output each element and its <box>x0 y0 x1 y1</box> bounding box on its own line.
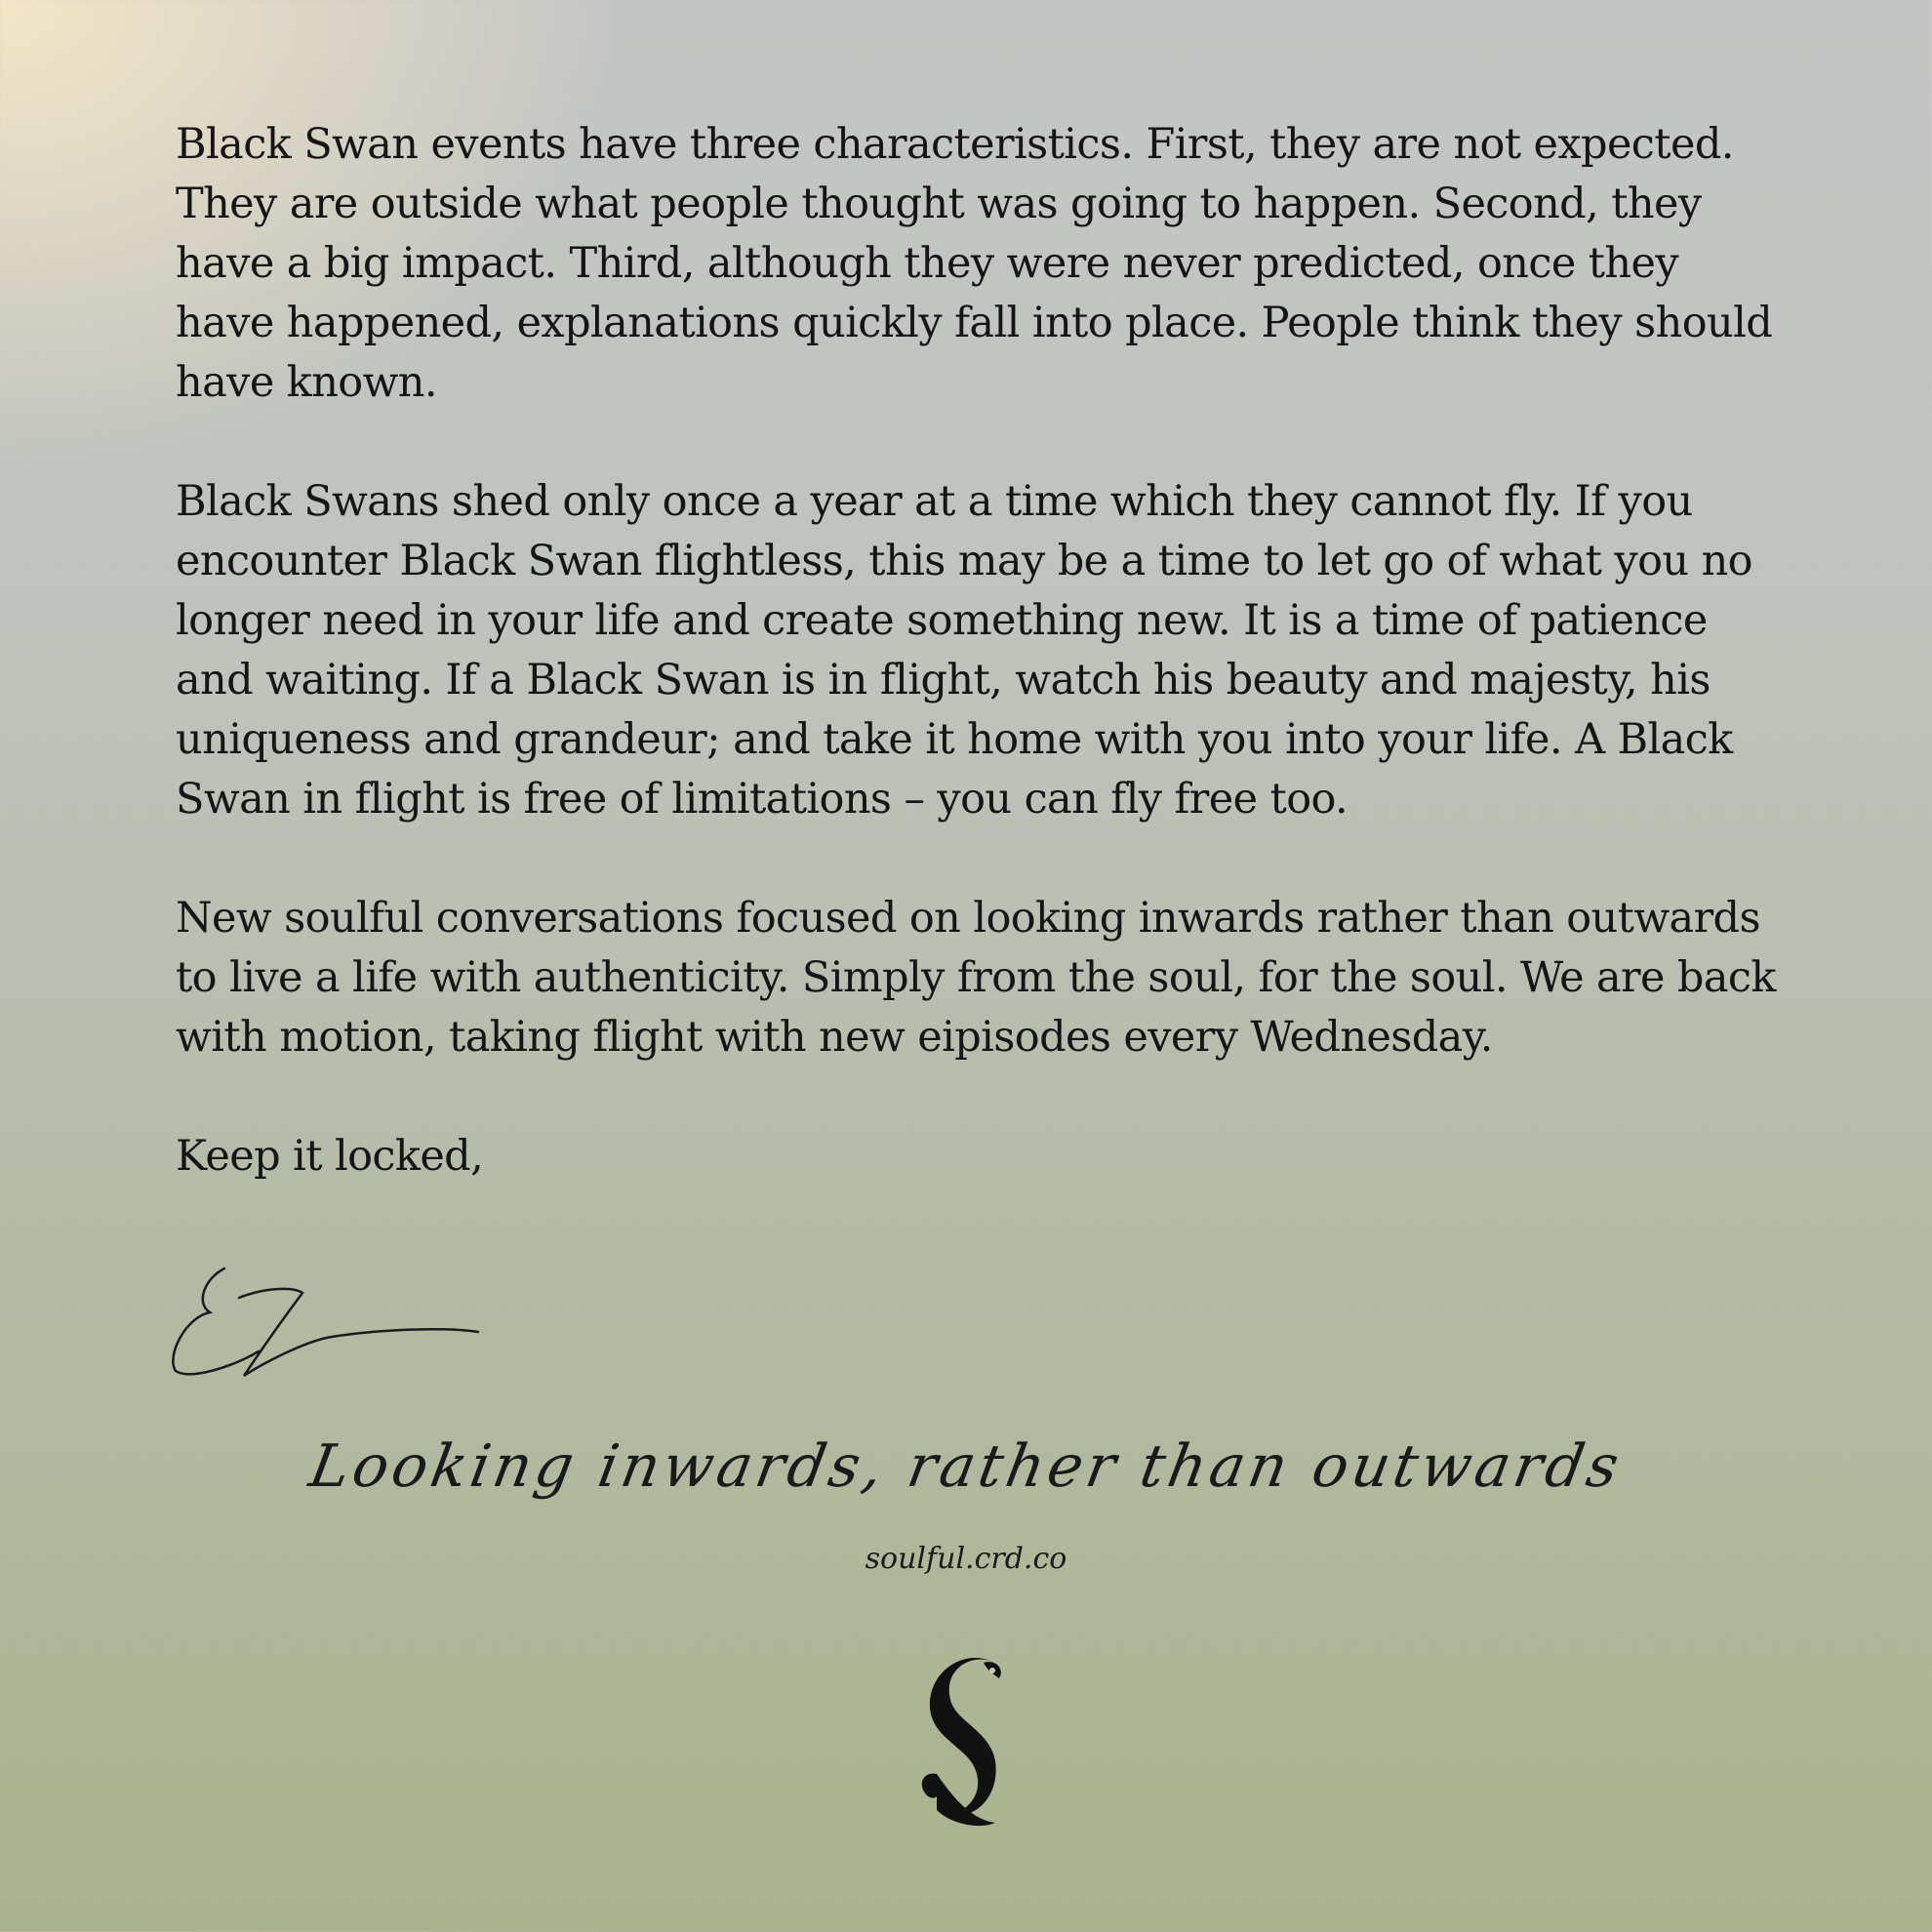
paragraph-black-swan-events: Black Swan events have three characteristics. First, they are not expected. They are outside what people thought was going to happen. Second, they have a big impact. Third, although they were never predicted, once they have happened, explanations quickly fall into place. People think they should have known. <box>176 120 1773 407</box>
swan-s-logo-icon <box>898 1649 1034 1834</box>
paragraph-black-swans-shed: Black Swans shed only once a year at a time which they cannot fly. If you encounter Black Swan flightless, this may be a time to let go of what you no longer need in your life and create something new. It is a time of patience and waiting. If a Black Swan is in flight, watch his beauty and majesty, his uniqueness and grandeur; and take it home with you into your life. A Black Swan in flight is free of limitations – you can fly free too. <box>176 477 1752 824</box>
handwritten-signature-icon <box>166 1259 498 1395</box>
closing-line: Keep it locked, <box>176 1132 484 1181</box>
website-url[interactable]: soulful.crd.co <box>865 1542 1067 1576</box>
tagline: Looking inwards, rather than outwards <box>304 1432 1628 1501</box>
paragraph-soulful-conversations: New soulful conversations focused on looking inwards rather than outwards to live a life with authenticity. Simply from the soul, for the soul. We are back with motion, taking flight with new eipisodes every Wednesday. <box>176 894 1776 1062</box>
letter-body <box>176 115 1776 1187</box>
